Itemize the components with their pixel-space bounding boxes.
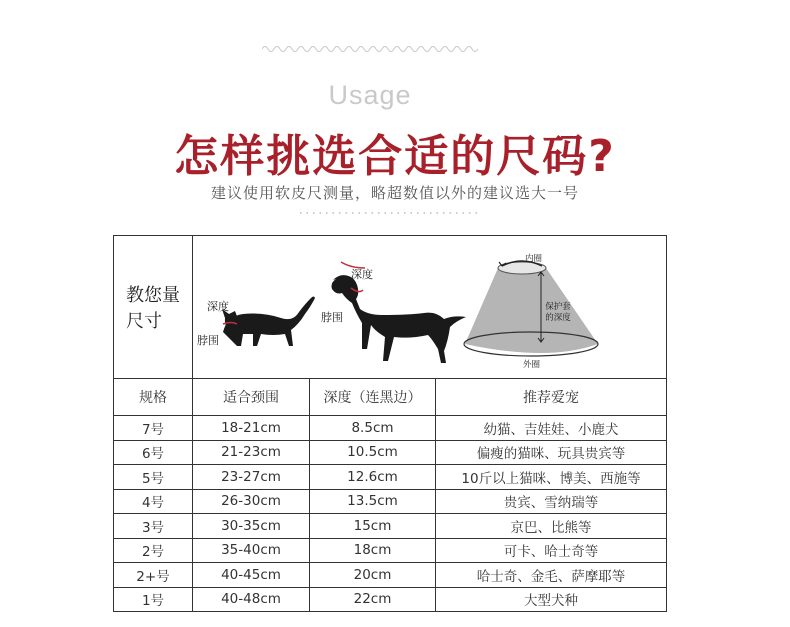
size-cell: 5号 [114,465,193,490]
header-spec: 规格 [114,379,193,416]
pet-cell: 大型犬种 [436,587,667,612]
decorative-wave [262,44,478,54]
neck-cell: 23-27cm [193,465,310,490]
measure-guide-label: 教您量尺寸 [114,236,193,379]
size-cell: 3号 [114,514,193,539]
table-row [114,538,667,563]
cat-depth-label: 深度 [207,300,229,313]
header-neck: 适合颈围 [193,379,310,416]
depth-cell: 12.6cm [310,465,436,490]
neck-cell: 26-30cm [193,489,310,514]
neck-cell: 30-35cm [193,514,310,539]
size-cell: 2+号 [114,563,193,588]
depth-cell: 8.5cm [310,416,436,441]
pet-cell: 偏瘦的猫咪、玩具贵宾等 [436,440,667,465]
table-header-row [114,379,667,416]
neck-cell: 40-48cm [193,587,310,612]
pet-cell: 幼猫、吉娃娃、小鹿犬 [436,416,667,441]
pet-cell: 哈士奇、金毛、萨摩耶等 [436,563,667,588]
neck-cell: 35-40cm [193,538,310,563]
table-row [114,514,667,539]
cone-depth-label: 保护套 的深度 [545,302,571,323]
depth-cell: 10.5cm [310,440,436,465]
size-cell: 4号 [114,489,193,514]
table-row [114,440,667,465]
measure-illustration [193,236,667,379]
table-row [114,416,667,441]
depth-cell: 18cm [310,538,436,563]
cat-neck-label: 脖围 [197,334,219,347]
usage-heading: Usage [328,80,412,110]
cat-silhouette-icon [222,297,315,347]
pet-cell: 10斤以上猫咪、博美、西施等 [436,465,667,490]
size-cell: 6号 [114,440,193,465]
header-depth: 深度（连黑边） [310,379,436,416]
depth-cell: 13.5cm [310,489,436,514]
cone-outer-label: 外圈 [523,360,541,370]
illustration-row [114,236,667,379]
size-cell: 7号 [114,416,193,441]
header-pet: 推荐爱宠 [436,379,667,416]
table-row [114,489,667,514]
size-cell: 2号 [114,538,193,563]
neck-cell: 21-23cm [193,440,310,465]
table-row [114,465,667,490]
page-subtitle: 建议使用软皮尺测量，略超数值以外的建议选大一号 [210,184,579,202]
neck-cell: 18-21cm [193,416,310,441]
pet-cell: 贵宾、雪纳瑞等 [436,489,667,514]
cone-inner-label: 内圈 [525,254,543,264]
dog-depth-label: 深度 [351,268,373,281]
depth-cell: 15cm [310,514,436,539]
cone-collar-icon [464,261,598,356]
depth-cell: 22cm [310,587,436,612]
decorative-dots [300,211,480,215]
page-title: 怎样挑选合适的尺码? [174,131,616,182]
depth-cell: 20cm [310,563,436,588]
size-cell: 1号 [114,587,193,612]
dog-neck-label: 脖围 [321,311,343,324]
pet-cell: 京巴、比熊等 [436,514,667,539]
size-table [113,235,667,612]
table-row [114,563,667,588]
table-row [114,587,667,612]
neck-cell: 40-45cm [193,563,310,588]
pet-cell: 可卡、哈士奇等 [436,538,667,563]
